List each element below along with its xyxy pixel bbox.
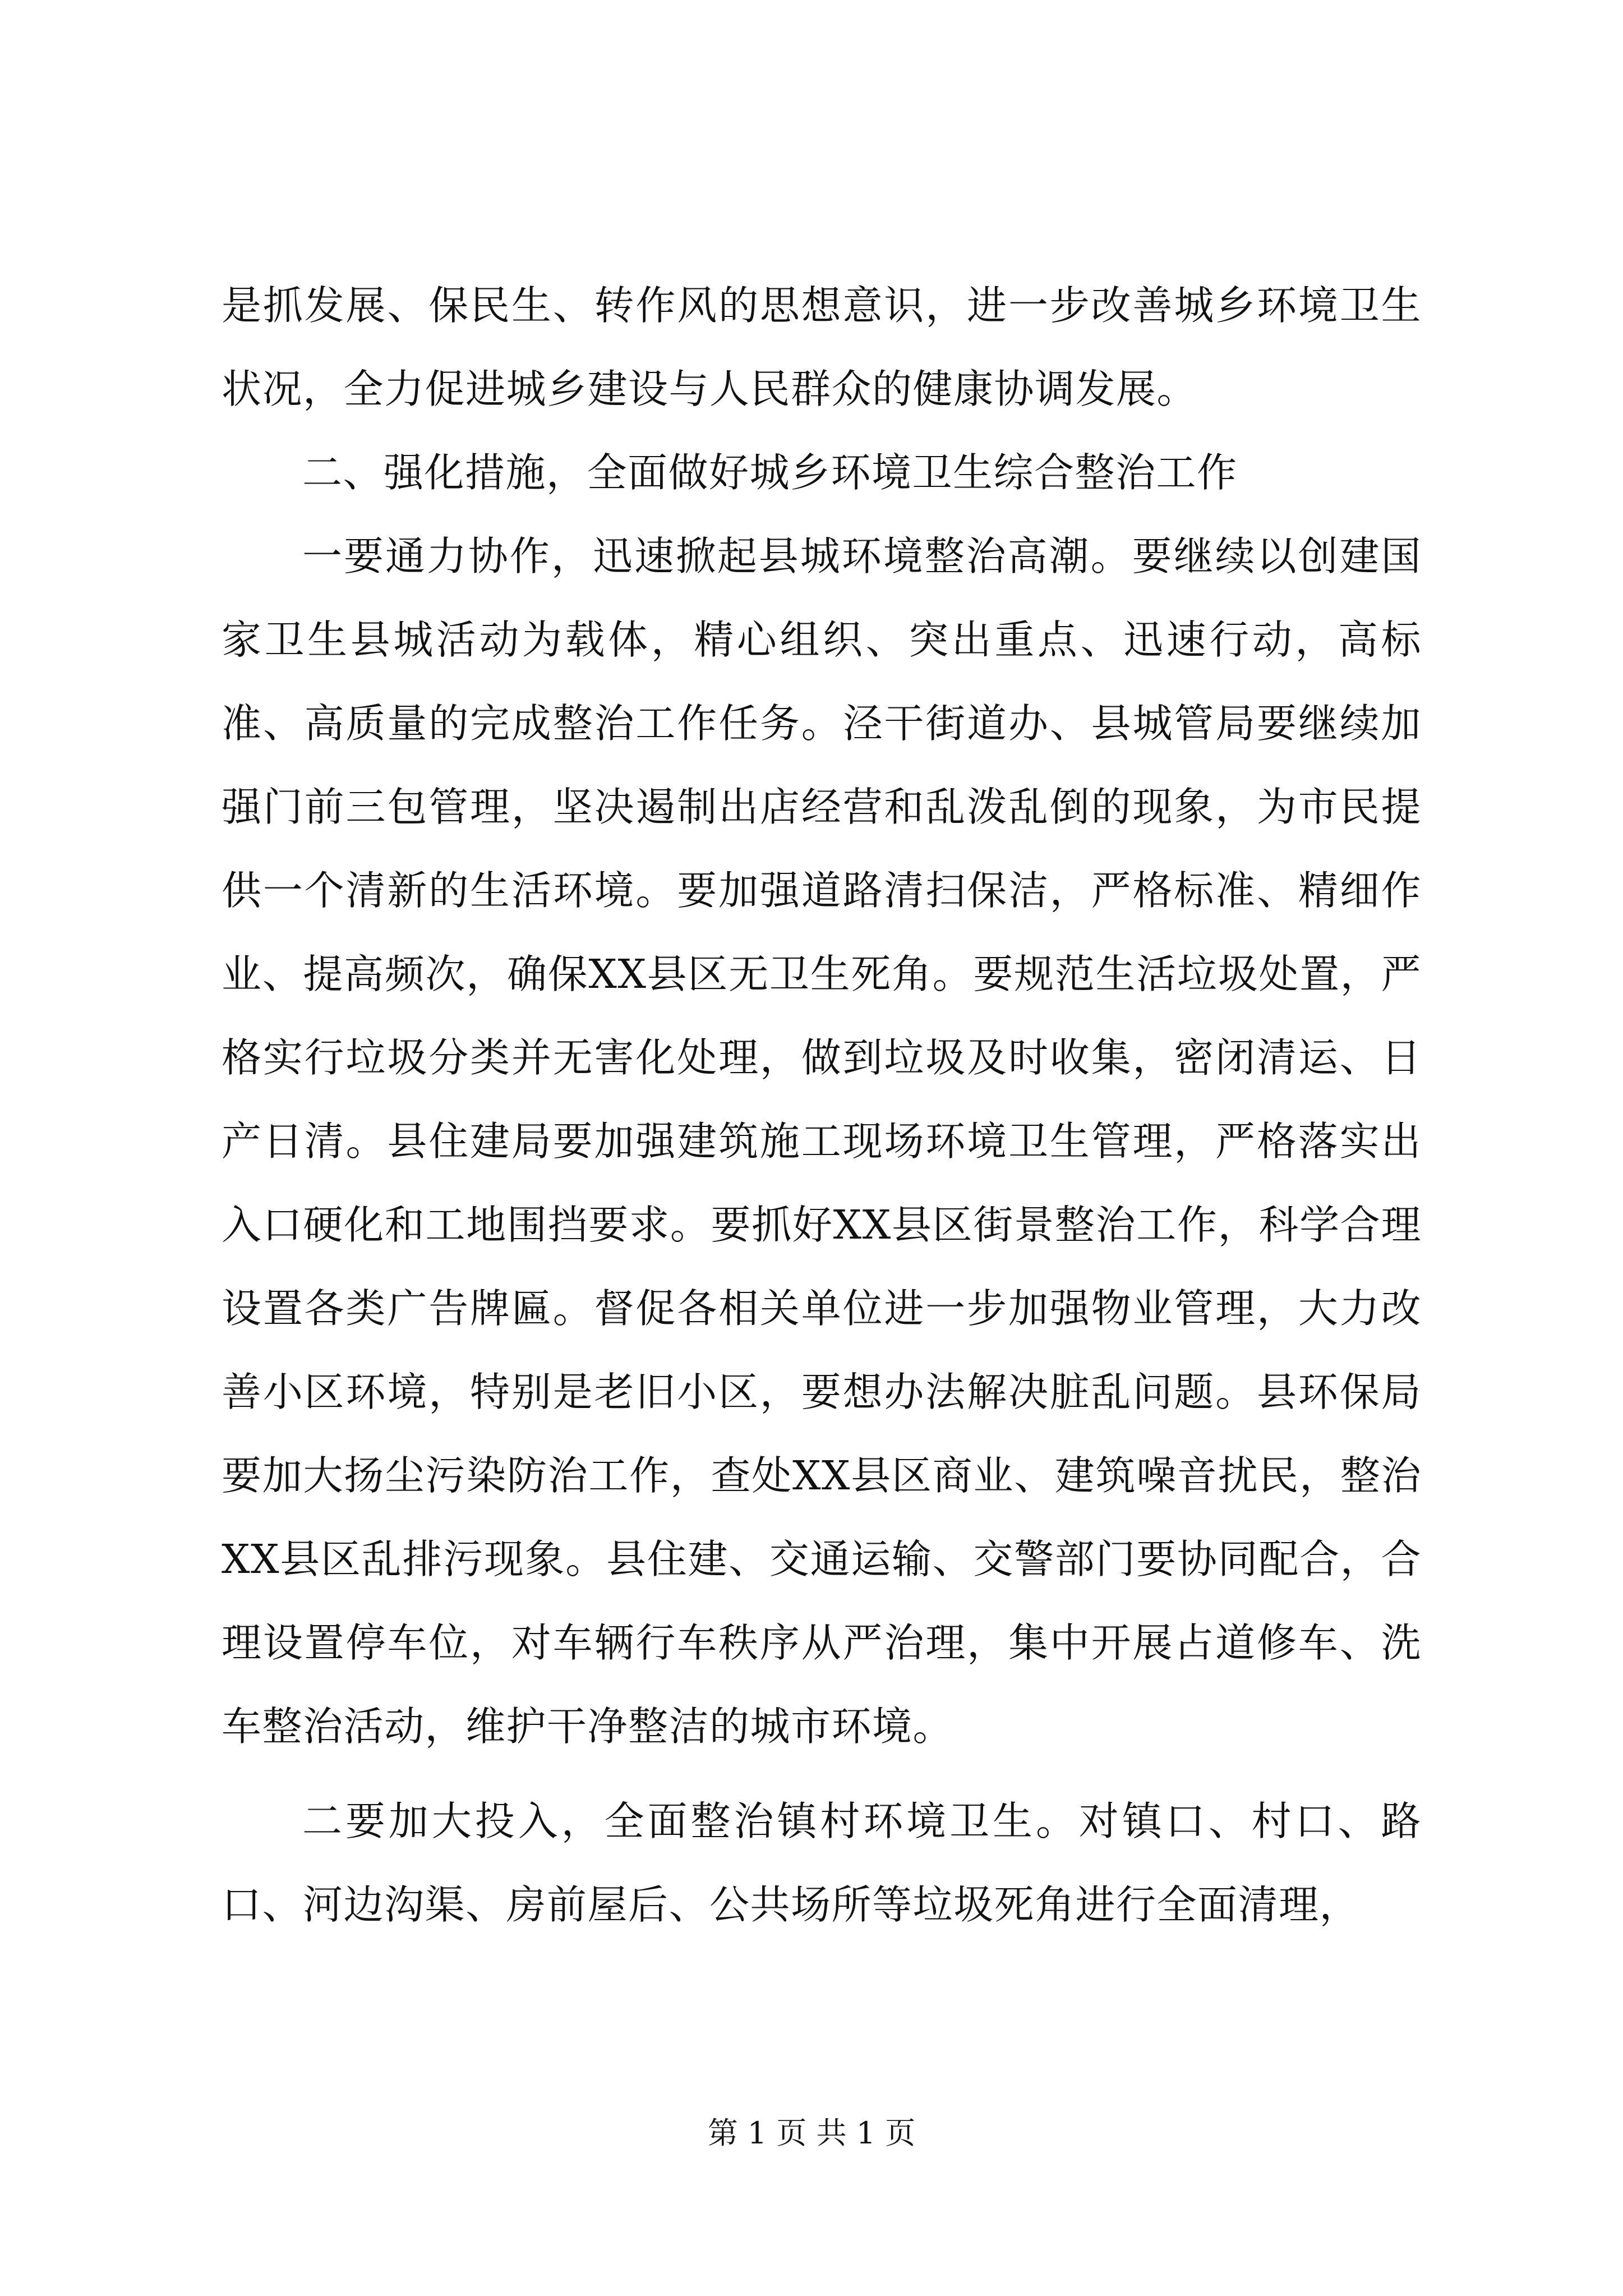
paragraph-village-rectification: 二要加大投入，全面整治镇村环境卫生。对镇口、村口、路口、河边沟渠、房前屋后、公共场所等垃圾死角进行全面清理，: [222, 1798, 1422, 1928]
document-body: [222, 264, 1422, 1947]
paragraph-continuation: 是抓发展、保民生、转作风的思想意识，进一步改善城乡环境卫生状况，全力促进城乡建设与人民群众的健康协调发展。: [222, 282, 1422, 412]
page-footer: 第 1 页 共 1 页: [707, 2115, 916, 2151]
paragraph-county-town-rectification: 一要通力协作，迅速掀起县城环境整治高潮。要继续以创建国家卫生县城活动为载体，精心组织、突出重点、迅速行动，高标准、高质量的完成整治工作任务。泾干街道办、县城管局要继续加强门前三包管理，坚决遏制出店经营和乱泼乱倒的现象，为市民提供一个清新的生活环境。要加强道路清扫保洁，严格标准、精细作业、提高频次，确保XX县区无卫生死角。要规范生活垃圾处置，严格实行垃圾分类并无害化处理，做到垃圾及时收集，密闭清运、日产日清。县住建局要加强建筑施工现场环境卫生管理，严格落实出入口硬化和工地围挡要求。要抓好XX县区街景整治工作，科学合理设置各类广告牌匾。督促各相关单位进一步加强物业管理，大力改善小区环境，特别是老旧小区，要想办法解决脏乱问题。县环保局要加大扬尘污染防治工作，查处XX县区商业、建筑噪音扰民，整治XX县区乱排污现象。县住建、交通运输、交警部门要协同配合，合理设置停车位，对车辆行车秩序从严治理，集中开展占道修车、洗车整治活动，维护干净整洁的城市环境。: [222, 533, 1422, 1750]
section-heading: 二、强化措施，全面做好城乡环境卫生综合整治工作: [302, 449, 1238, 496]
